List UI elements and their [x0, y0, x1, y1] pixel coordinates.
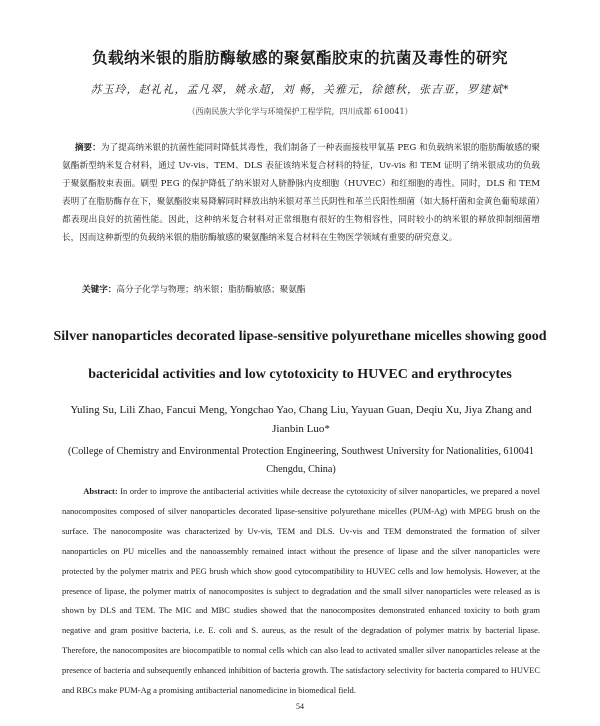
chinese-abstract-label: 摘要：	[74, 143, 101, 153]
english-authors: Yuling Su, Lili Zhao, Fancui Meng, Yongchao Yao, Chang Liu, Yayuan Guan, Deqiu Xu, Jiya Zhang and Jianbin Luo*	[70, 404, 532, 435]
english-affiliation: (College of Chemistry and Environmental Protection Engineering, Southwest University for Nationalities, 610041 Chengdu, China)	[68, 446, 534, 475]
chinese-abstract	[62, 139, 540, 247]
chinese-affiliation: （西南民族大学化学与环境保护工程学院，四川成都 610041）	[187, 107, 413, 116]
chinese-title: 负载纳米银的脂肪酶敏感的聚氨酯胶束的抗菌及毒性的研究	[91, 48, 508, 67]
chinese-keywords-label: 关键字：	[82, 285, 117, 295]
chinese-authors: 苏玉玲，赵礼礼，孟凡翠，姚永超，刘 畅，关雅元，徐德秋，张吉亚，罗建斌*	[90, 83, 510, 96]
chinese-abstract-text: 为了提高纳米银的抗菌性能同时降低其毒性，我们制备了一种表面接枝甲氧基 PEG 和负载纳米银的脂肪酶敏感的聚氨酯新型纳米复合材料，通过 Uv-vis、TEM、DLS 表征该纳米复合材料的特征，Uv-vis 和 TEM 证明了纳米银成功的负载于聚氨酯胶束表面。刷型 PEG 的保护降低了纳米银对人脐静脉内皮细胞（HUVEC）和红细胞的毒性。同时，DLS 和 TEM 表明了在脂肪酶存在下，聚氨酯胶束易降解同时释放出纳米银对革兰氏阴性和革兰氏阳性细菌（如大肠杆菌和金黄色葡萄球菌）都表现出良好的抗菌性能。因此，这种纳米复合材料对正常细胞有很好的生物相容性，同时较小的纳米银的释放抑制细菌增长，因而这种新型的负载纳米银的脂肪酶敏感的聚氨酯纳米复合材料在生物医学领域有重要的研究意义。	[62, 143, 540, 243]
english-abstract-label: Abstract:	[83, 486, 118, 496]
english-title: Silver nanoparticles decorated lipase-sensitive polyurethane micelles showing good bactericidal activities and low cytotoxicity to HUVEC and erythrocytes	[53, 329, 547, 382]
chinese-keywords	[82, 283, 540, 295]
chinese-keywords-text: 高分子化学与物理；纳米银；脂肪酶敏感；聚氨酯	[116, 285, 306, 295]
page-number: 54	[296, 702, 304, 711]
english-abstract	[62, 482, 540, 701]
english-abstract-text: In order to improve the antibacterial activities while decrease the cytotoxicity of silver nanoparticles, we prepared a novel nanocomposites composed of silver nanoparticles decorated lipase-sensitive polyurethane micelles (PUM-Ag) with MPEG brush on the surface. The nanocomposite was characterized by Uv-vis, TEM and DLS. Uv-vis and TEM demonstrated the formation of silver nanoparticles on PU micelles and the nanoassembly remained intact without the presence of lipase and the silver nanoparticles were protected by the polymer matrix and PEG brush which show good cytocompatibility to HUVEC cells and low hemolysis. However, at the presence of lipase, the polymer matrix of nanocomposites is subject to degradation and the small silver nanoparticles were released as is shown by DLS and TEM. The MIC and MBC studies showed that the nanocomposites demonstrated enhanced toxicity to both gram negative and gram positive bacteria, i.e. E. coli and S. aureus, as the result of the degradation of polymer matrix by bacterial lipase. Therefore, the nanocomposites are biocompatible to normal cells which can also lead to activated smaller silver nanoparticles release at the presence of bacteria and subsequently enhanced inhibition of bacteria growth. The satisfactory selectivity for bacteria compared to HUVEC and RBCs make PUM-Ag a promising antibacterial nanomedicine in biomedical field.	[62, 486, 540, 696]
